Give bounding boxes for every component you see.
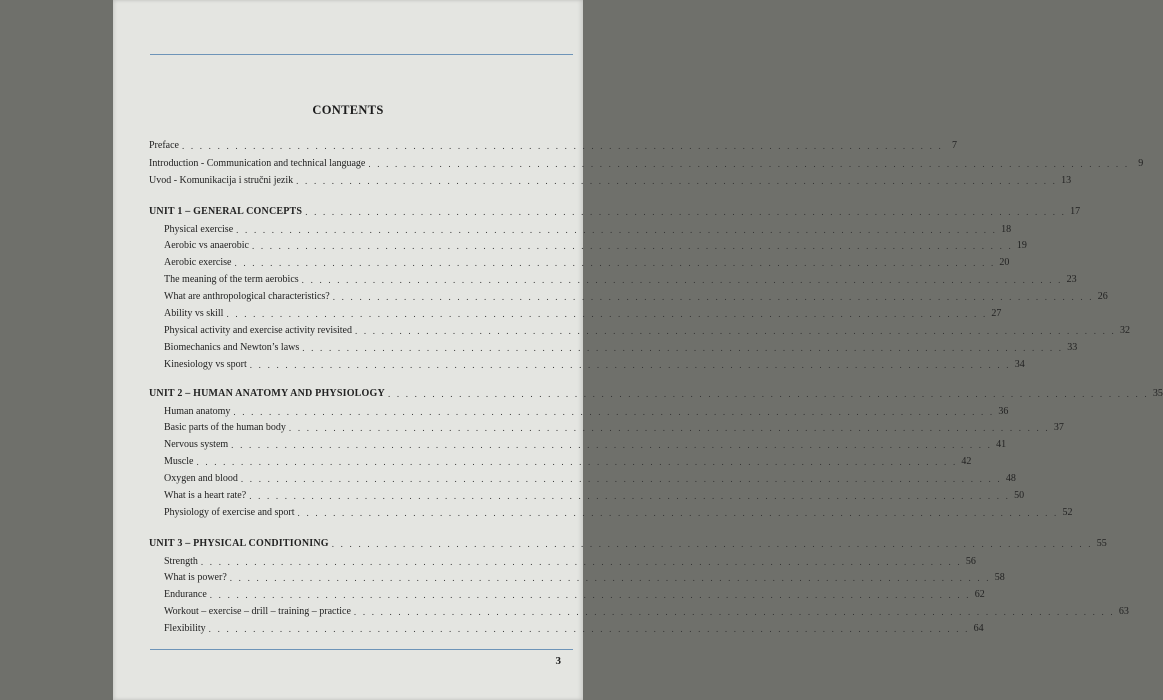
entry-label: Aerobic vs anaerobic xyxy=(164,240,249,252)
page-ref: 26 xyxy=(1097,291,1108,303)
dot-leader: . . . . . . . . . . . . . . . . . . . . . . . . . . . . . . . . . . . . . . . . . . . . . . . . . . . . . . . . . . . . . . . . . . . . . . . . . . . . . . . . . . . . . . xyxy=(249,491,1011,501)
toc-entry xyxy=(164,403,1009,419)
top-rule xyxy=(150,54,573,55)
dot-leader: . . . . . . . . . . . . . . . . . . . . . . . . . . . . . . . . . . . . . . . . . . . . . . . . . . . . . . . . . . . . . . . . . . . . . . . . . . . . . . . . . . . . . . xyxy=(355,325,1116,336)
unit-title: UNIT 3 – PHYSICAL CONDITIONING xyxy=(149,538,329,549)
page-ref: 42 xyxy=(961,456,972,468)
page-ref: 64 xyxy=(973,623,984,635)
entry-label: Flexibility xyxy=(164,623,206,635)
entry-label: Nervous system xyxy=(164,439,229,451)
entry-label: Uvod - Komunikacija i stručni jezik xyxy=(149,175,294,186)
entry-label: Strength xyxy=(164,555,198,567)
page-ref: 13 xyxy=(1061,175,1072,186)
toc-entry xyxy=(164,436,1007,452)
dot-leader: . . . . . . . . . . . . . . . . . . . . . . . . . . . . . . . . . . . . . . . . . . . . . . . . . . . . . . . . . . . . . . . . . . . . . . . . . . . . . . . . . . . . . . xyxy=(297,507,1059,518)
entry-label: Physical exercise xyxy=(164,223,234,235)
book-page xyxy=(113,0,1163,700)
toc-entry xyxy=(164,237,1027,253)
toc-entry xyxy=(164,553,976,569)
entry-label: The meaning of the term aerobics xyxy=(164,274,299,286)
page-ref: 36 xyxy=(998,405,1009,417)
front-matter-entry xyxy=(149,172,1072,188)
page-ref: 62 xyxy=(974,589,985,601)
toc-entry xyxy=(164,419,1064,435)
page-ref: 33 xyxy=(1067,341,1078,353)
entry-label: Endurance xyxy=(164,589,207,601)
toc-entry xyxy=(164,586,985,602)
dot-leader: . . . . . . . . . . . . . . . . . . . . . . . . . . . . . . . . . . . . . . . . . . . . . . . . . . . . . . . . . . . . . . . . . . . . . . . . . . . . . . . . . . . . . . xyxy=(181,141,943,151)
dot-leader: . . . . . . . . . . . . . . . . . . . . . . . . . . . . . . . . . . . . . . . . . . . . . . . . . . . . . . . . . . . . . . . . . . . . . . . . . . . . . . . . . . . . . . xyxy=(196,457,958,468)
entry-label: Muscle xyxy=(164,456,194,468)
toc-entry xyxy=(164,339,1078,355)
toc-entry xyxy=(164,487,1025,503)
toc-entry xyxy=(164,288,1108,304)
dot-leader: . . . . . . . . . . . . . . . . . . . . . . . . . . . . . . . . . . . . . . . . . . . . . . . . . . . . . . . . . . . . . . . . . . . . . . . . . . . . . . . . . . . . . . xyxy=(288,423,1050,434)
entry-label: What are anthropological characteristics? xyxy=(164,291,330,303)
dot-leader: . . . . . . . . . . . . . . . . . . . . . . . . . . . . . . . . . . . . . . . . . . . . . . . . . . . . . . . . . . . . . . . . . . . . . . . . . . . . . . . . . . . . . . xyxy=(368,159,1130,169)
dot-leader: . . . . . . . . . . . . . . . . . . . . . . . . . . . . . . . . . . . . . . . . . . . . . . . . . . . . . . . . . . . . . . . . . . . . . . . . . . . . . . . . . . . . . . xyxy=(231,440,993,451)
entry-label: What is a heart rate? xyxy=(164,490,247,501)
front-matter-entry xyxy=(149,155,1144,171)
entry-label: Kinesiology vs sport xyxy=(164,358,247,370)
entry-label: What is power? xyxy=(164,572,227,584)
unit-title: UNIT 1 – GENERAL CONCEPTS xyxy=(149,206,303,217)
page-ref: 34 xyxy=(1014,358,1025,370)
dot-leader: . . . . . . . . . . . . . . . . . . . . . . . . . . . . . . . . . . . . . . . . . . . . . . . . . . . . . . . . . . . . . . . . . . . . . . . . . . . . . . . . . . . . . . xyxy=(331,539,1093,549)
toc-entry xyxy=(164,305,1002,321)
page-ref: 41 xyxy=(996,439,1007,451)
page-ref: 7 xyxy=(951,140,957,151)
unit-title: UNIT 2 – HUMAN ANATOMY AND PHYSIOLOGY xyxy=(149,388,385,399)
page-ref: 19 xyxy=(1016,240,1027,252)
toc-entry xyxy=(164,322,1130,338)
dot-leader: . . . . . . . . . . . . . . . . . . . . . . . . . . . . . . . . . . . . . . . . . . . . . . . . . . . . . . . . . . . . . . . . . . . . . . . . . . . . . . . . . . . . . . xyxy=(236,224,998,235)
dot-leader: . . . . . . . . . . . . . . . . . . . . . . . . . . . . . . . . . . . . . . . . . . . . . . . . . . . . . . . . . . . . . . . . . . . . . . . . . . . . . . . . . . . . . . xyxy=(229,573,991,584)
dot-leader: . . . . . . . . . . . . . . . . . . . . . . . . . . . . . . . . . . . . . . . . . . . . . . . . . . . . . . . . . . . . . . . . . . . . . . . . . . . . . . . . . . . . . . xyxy=(233,406,995,417)
dot-leader: . . . . . . . . . . . . . . . . . . . . . . . . . . . . . . . . . . . . . . . . . . . . . . . . . . . . . . . . . . . . . . . . . . . . . . . . . . . . . . . . . . . . . . xyxy=(251,241,1013,252)
dot-leader: . . . . . . . . . . . . . . . . . . . . . . . . . . . . . . . . . . . . . . . . . . . . . . . . . . . . . . . . . . . . . . . . . . . . . . . . . . . . . . . . . . . . . . xyxy=(301,275,1063,286)
entry-label: Introduction - Communication and technical language xyxy=(149,158,366,169)
toc-entry xyxy=(164,271,1077,287)
toc-entry xyxy=(164,356,1025,372)
entry-label: Oxygen and blood xyxy=(164,473,238,485)
page-ref: 50 xyxy=(1014,490,1025,501)
entry-label: Biomechanics and Newton’s laws xyxy=(164,341,300,353)
page-ref: 55 xyxy=(1096,538,1107,549)
page-ref: 56 xyxy=(965,555,976,567)
unit-heading xyxy=(149,385,1163,401)
entry-label: Aerobic exercise xyxy=(164,257,232,269)
entry-label: Basic parts of the human body xyxy=(164,422,286,434)
page-ref: 63 xyxy=(1118,606,1129,618)
toc-entry xyxy=(164,504,1073,520)
dot-leader: . . . . . . . . . . . . . . . . . . . . . . . . . . . . . . . . . . . . . . . . . . . . . . . . . . . . . . . . . . . . . . . . . . . . . . . . . . . . . . . . . . . . . . xyxy=(249,359,1011,370)
toc-entry xyxy=(164,221,1012,237)
entry-label: Workout – exercise – drill – training – practice xyxy=(164,606,351,618)
page-ref: 48 xyxy=(1005,473,1016,485)
toc-entry xyxy=(164,603,1129,619)
entry-label: Physiology of exercise and sport xyxy=(164,506,295,518)
page-ref: 52 xyxy=(1062,506,1073,518)
page-ref: 23 xyxy=(1066,274,1077,286)
unit-heading xyxy=(149,203,1081,219)
dot-leader: . . . . . . . . . . . . . . . . . . . . . . . . . . . . . . . . . . . . . . . . . . . . . . . . . . . . . . . . . . . . . . . . . . . . . . . . . . . . . . . . . . . . . . xyxy=(353,607,1115,618)
page-ref: 37 xyxy=(1053,422,1064,434)
page-ref: 17 xyxy=(1070,206,1081,217)
toc-entry xyxy=(164,453,972,469)
toc-entry xyxy=(164,569,1005,585)
dot-leader: . . . . . . . . . . . . . . . . . . . . . . . . . . . . . . . . . . . . . . . . . . . . . . . . . . . . . . . . . . . . . . . . . . . . . . . . . . . . . . . . . . . . . . xyxy=(302,342,1064,353)
page-ref: 58 xyxy=(994,572,1005,584)
toc-entry xyxy=(164,470,1016,486)
page-ref: 27 xyxy=(991,308,1002,319)
page-number: 3 xyxy=(555,655,561,667)
dot-leader: . . . . . . . . . . . . . . . . . . . . . . . . . . . . . . . . . . . . . . . . . . . . . . . . . . . . . . . . . . . . . . . . . . . . . . . . . . . . . . . . . . . . . . xyxy=(296,176,1058,186)
entry-label: Preface xyxy=(149,140,179,151)
dot-leader: . . . . . . . . . . . . . . . . . . . . . . . . . . . . . . . . . . . . . . . . . . . . . . . . . . . . . . . . . . . . . . . . . . . . . . . . . . . . . . . . . . . . . . xyxy=(208,624,970,635)
dot-leader: . . . . . . . . . . . . . . . . . . . . . . . . . . . . . . . . . . . . . . . . . . . . . . . . . . . . . . . . . . . . . . . . . . . . . . . . . . . . . . . . . . . . . . xyxy=(240,474,1002,485)
dot-leader: . . . . . . . . . . . . . . . . . . . . . . . . . . . . . . . . . . . . . . . . . . . . . . . . . . . . . . . . . . . . . . . . . . . . . . . . . . . . . . . . . . . . . . xyxy=(305,207,1067,217)
page-ref: 18 xyxy=(1001,223,1012,235)
entry-label: Physical activity and exercise activity revisited xyxy=(164,324,352,336)
dot-leader: . . . . . . . . . . . . . . . . . . . . . . . . . . . . . . . . . . . . . . . . . . . . . . . . . . . . . . . . . . . . . . . . . . . . . . . . . . . . . . . . . . . . . . xyxy=(332,292,1094,303)
page-ref: 32 xyxy=(1119,324,1130,336)
entry-label: Ability vs skill xyxy=(164,308,224,319)
dot-leader: . . . . . . . . . . . . . . . . . . . . . . . . . . . . . . . . . . . . . . . . . . . . . . . . . . . . . . . . . . . . . . . . . . . . . . . . . . . . . . . . . . . . . . xyxy=(226,309,988,319)
unit-heading xyxy=(149,535,1107,551)
front-matter-entry xyxy=(149,137,957,153)
page-ref: 20 xyxy=(999,257,1010,269)
dot-leader: . . . . . . . . . . . . . . . . . . . . . . . . . . . . . . . . . . . . . . . . . . . . . . . . . . . . . . . . . . . . . . . . . . . . . . . . . . . . . . . . . . . . . . xyxy=(234,258,996,269)
dot-leader: . . . . . . . . . . . . . . . . . . . . . . . . . . . . . . . . . . . . . . . . . . . . . . . . . . . . . . . . . . . . . . . . . . . . . . . . . . . . . . . . . . . . . . xyxy=(387,389,1149,399)
bottom-rule xyxy=(150,649,573,650)
toc-entry xyxy=(164,254,1010,270)
toc-entry xyxy=(164,620,984,636)
page-title: CONTENTS xyxy=(312,103,384,117)
page-ref: 9 xyxy=(1138,158,1144,169)
entry-label: Human anatomy xyxy=(164,405,231,417)
dot-leader: . . . . . . . . . . . . . . . . . . . . . . . . . . . . . . . . . . . . . . . . . . . . . . . . . . . . . . . . . . . . . . . . . . . . . . . . . . . . . . . . . . . . . . xyxy=(209,590,971,601)
dot-leader: . . . . . . . . . . . . . . . . . . . . . . . . . . . . . . . . . . . . . . . . . . . . . . . . . . . . . . . . . . . . . . . . . . . . . . . . . . . . . . . . . . . . . . xyxy=(200,556,962,567)
page-ref: 35 xyxy=(1152,388,1163,399)
